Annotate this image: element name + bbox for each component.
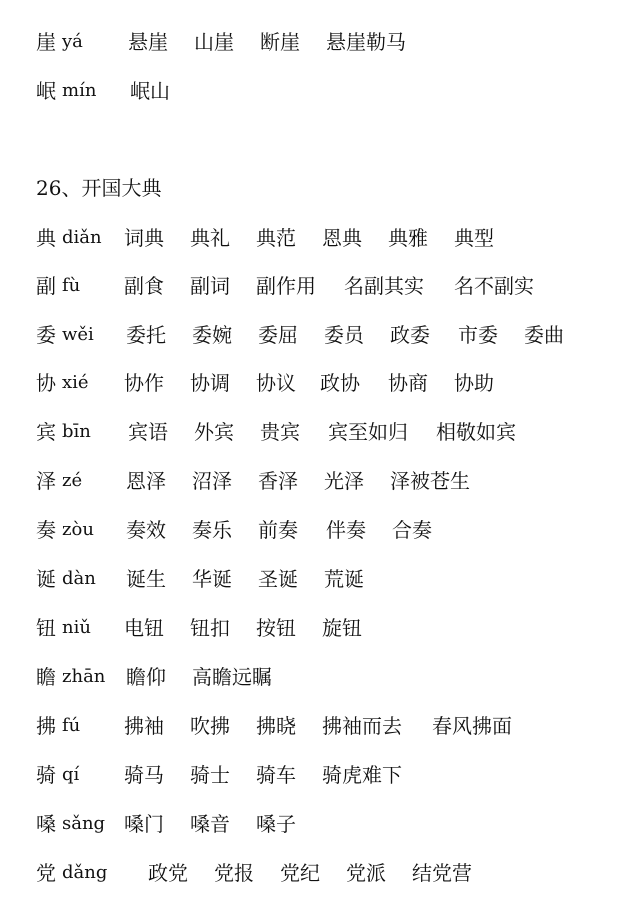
- entry-word: 伴奏: [326, 518, 366, 542]
- entry-word: 春风拂面: [432, 714, 512, 738]
- entry-word: 旋钮: [322, 616, 362, 640]
- entry-character: 诞: [36, 567, 56, 591]
- entry-word: 委曲: [524, 323, 564, 347]
- entry-word: 政党: [148, 861, 188, 885]
- entry-word: 委婉: [192, 323, 232, 347]
- entry-word: 诞生: [126, 567, 166, 591]
- entry-word: 钮扣: [190, 616, 230, 640]
- entry-pinyin: xié: [62, 372, 89, 393]
- entry-word: 骑马: [124, 763, 164, 787]
- entry-word: 沼泽: [192, 469, 232, 493]
- entry-word: 委屈: [258, 323, 298, 347]
- entry-word: 奏乐: [192, 518, 232, 542]
- entry-word: 荒诞: [324, 567, 364, 591]
- entry-word: 恩典: [322, 226, 362, 250]
- entry-word: 香泽: [258, 469, 298, 493]
- entry-word: 外宾: [194, 420, 234, 444]
- entry-word: 典礼: [190, 226, 230, 250]
- entry-word: 典雅: [388, 226, 428, 250]
- entry-character: 崖: [36, 30, 56, 54]
- entry-word: 按钮: [256, 616, 296, 640]
- entry-character: 骑: [36, 763, 56, 787]
- entry-word: 嗓门: [124, 812, 164, 836]
- entry-character: 泽: [36, 469, 56, 493]
- entry-character: 党: [36, 861, 56, 885]
- entry-character: 协: [36, 371, 56, 395]
- entry-word: 贵宾: [260, 420, 300, 444]
- entry-character: 瞻: [36, 665, 56, 689]
- entry-character: 典: [36, 226, 56, 250]
- entry-word: 典范: [256, 226, 296, 250]
- entry-word: 电钮: [124, 616, 164, 640]
- entry-word: 恩泽: [126, 469, 166, 493]
- entry-word: 光泽: [324, 469, 364, 493]
- entry-word: 名副其实: [344, 274, 424, 298]
- entry-character: 岷: [36, 79, 56, 103]
- entry-pinyin: zhān: [62, 666, 106, 687]
- entry-word: 前奏: [258, 518, 298, 542]
- entry-character: 拂: [36, 714, 56, 738]
- entry-word: 奏效: [126, 518, 166, 542]
- entry-word: 政委: [390, 323, 430, 347]
- entry-word: 嗓音: [190, 812, 230, 836]
- entry-pinyin: zé: [62, 470, 83, 491]
- entry-pinyin: diǎn: [62, 227, 102, 248]
- entry-word: 拂袖而去: [322, 714, 402, 738]
- entry-word: 骑虎难下: [322, 763, 402, 787]
- entry-word: 瞻仰: [126, 665, 166, 689]
- entry-word: 断崖: [260, 30, 300, 54]
- entry-word: 党派: [346, 861, 386, 885]
- entry-pinyin: mín: [62, 80, 97, 101]
- entry-pinyin: qí: [62, 764, 80, 785]
- entry-pinyin: fù: [62, 275, 81, 296]
- lesson-title: 26、开国大典: [36, 176, 162, 200]
- entry-pinyin: niǔ: [62, 617, 91, 638]
- entry-word: 副作用: [256, 274, 316, 298]
- entry-word: 合奏: [392, 518, 432, 542]
- entry-word: 悬崖勒马: [326, 30, 406, 54]
- entry-word: 副食: [124, 274, 164, 298]
- entry-word: 悬崖: [128, 30, 168, 54]
- entry-pinyin: fú: [62, 715, 81, 736]
- entry-word: 词典: [124, 226, 164, 250]
- entry-pinyin: wěi: [62, 324, 94, 345]
- entry-character: 宾: [36, 420, 56, 444]
- entry-pinyin: yá: [62, 31, 83, 52]
- entry-word: 拂袖: [124, 714, 164, 738]
- entry-pinyin: sǎng: [62, 813, 106, 834]
- entry-word: 名不副实: [454, 274, 534, 298]
- entry-word: 典型: [454, 226, 494, 250]
- entry-pinyin: bīn: [62, 421, 91, 442]
- entry-word: 泽被苍生: [390, 469, 470, 493]
- entry-word: 岷山: [130, 79, 170, 103]
- entry-character: 副: [36, 274, 56, 298]
- entry-pinyin: zòu: [62, 519, 94, 540]
- entry-word: 协作: [124, 371, 164, 395]
- entry-word: 宾语: [128, 420, 168, 444]
- entry-word: 委托: [126, 323, 166, 347]
- entry-character: 嗓: [36, 812, 56, 836]
- entry-word: 协议: [256, 371, 296, 395]
- entry-word: 圣诞: [258, 567, 298, 591]
- entry-word: 华诞: [192, 567, 232, 591]
- entry-word: 宾至如归: [328, 420, 408, 444]
- entry-word: 拂晓: [256, 714, 296, 738]
- entry-word: 吹拂: [190, 714, 230, 738]
- entry-word: 骑车: [256, 763, 296, 787]
- entry-word: 市委: [458, 323, 498, 347]
- entry-character: 钮: [36, 616, 56, 640]
- entry-word: 协调: [190, 371, 230, 395]
- entry-character: 委: [36, 323, 56, 347]
- entry-word: 党报: [214, 861, 254, 885]
- entry-word: 高瞻远瞩: [192, 665, 272, 689]
- entry-word: 结党营: [412, 861, 472, 885]
- entry-word: 政协: [320, 371, 360, 395]
- entry-word: 副词: [190, 274, 230, 298]
- entry-pinyin: dǎng: [62, 862, 108, 883]
- entry-word: 协助: [454, 371, 494, 395]
- entry-pinyin: dàn: [62, 568, 96, 589]
- entry-word: 骑士: [190, 763, 230, 787]
- entry-word: 相敬如宾: [436, 420, 516, 444]
- entry-character: 奏: [36, 518, 56, 542]
- entry-word: 嗓子: [256, 812, 296, 836]
- entry-word: 党纪: [280, 861, 320, 885]
- entry-word: 协商: [388, 371, 428, 395]
- entry-word: 山崖: [194, 30, 234, 54]
- entry-word: 委员: [324, 323, 364, 347]
